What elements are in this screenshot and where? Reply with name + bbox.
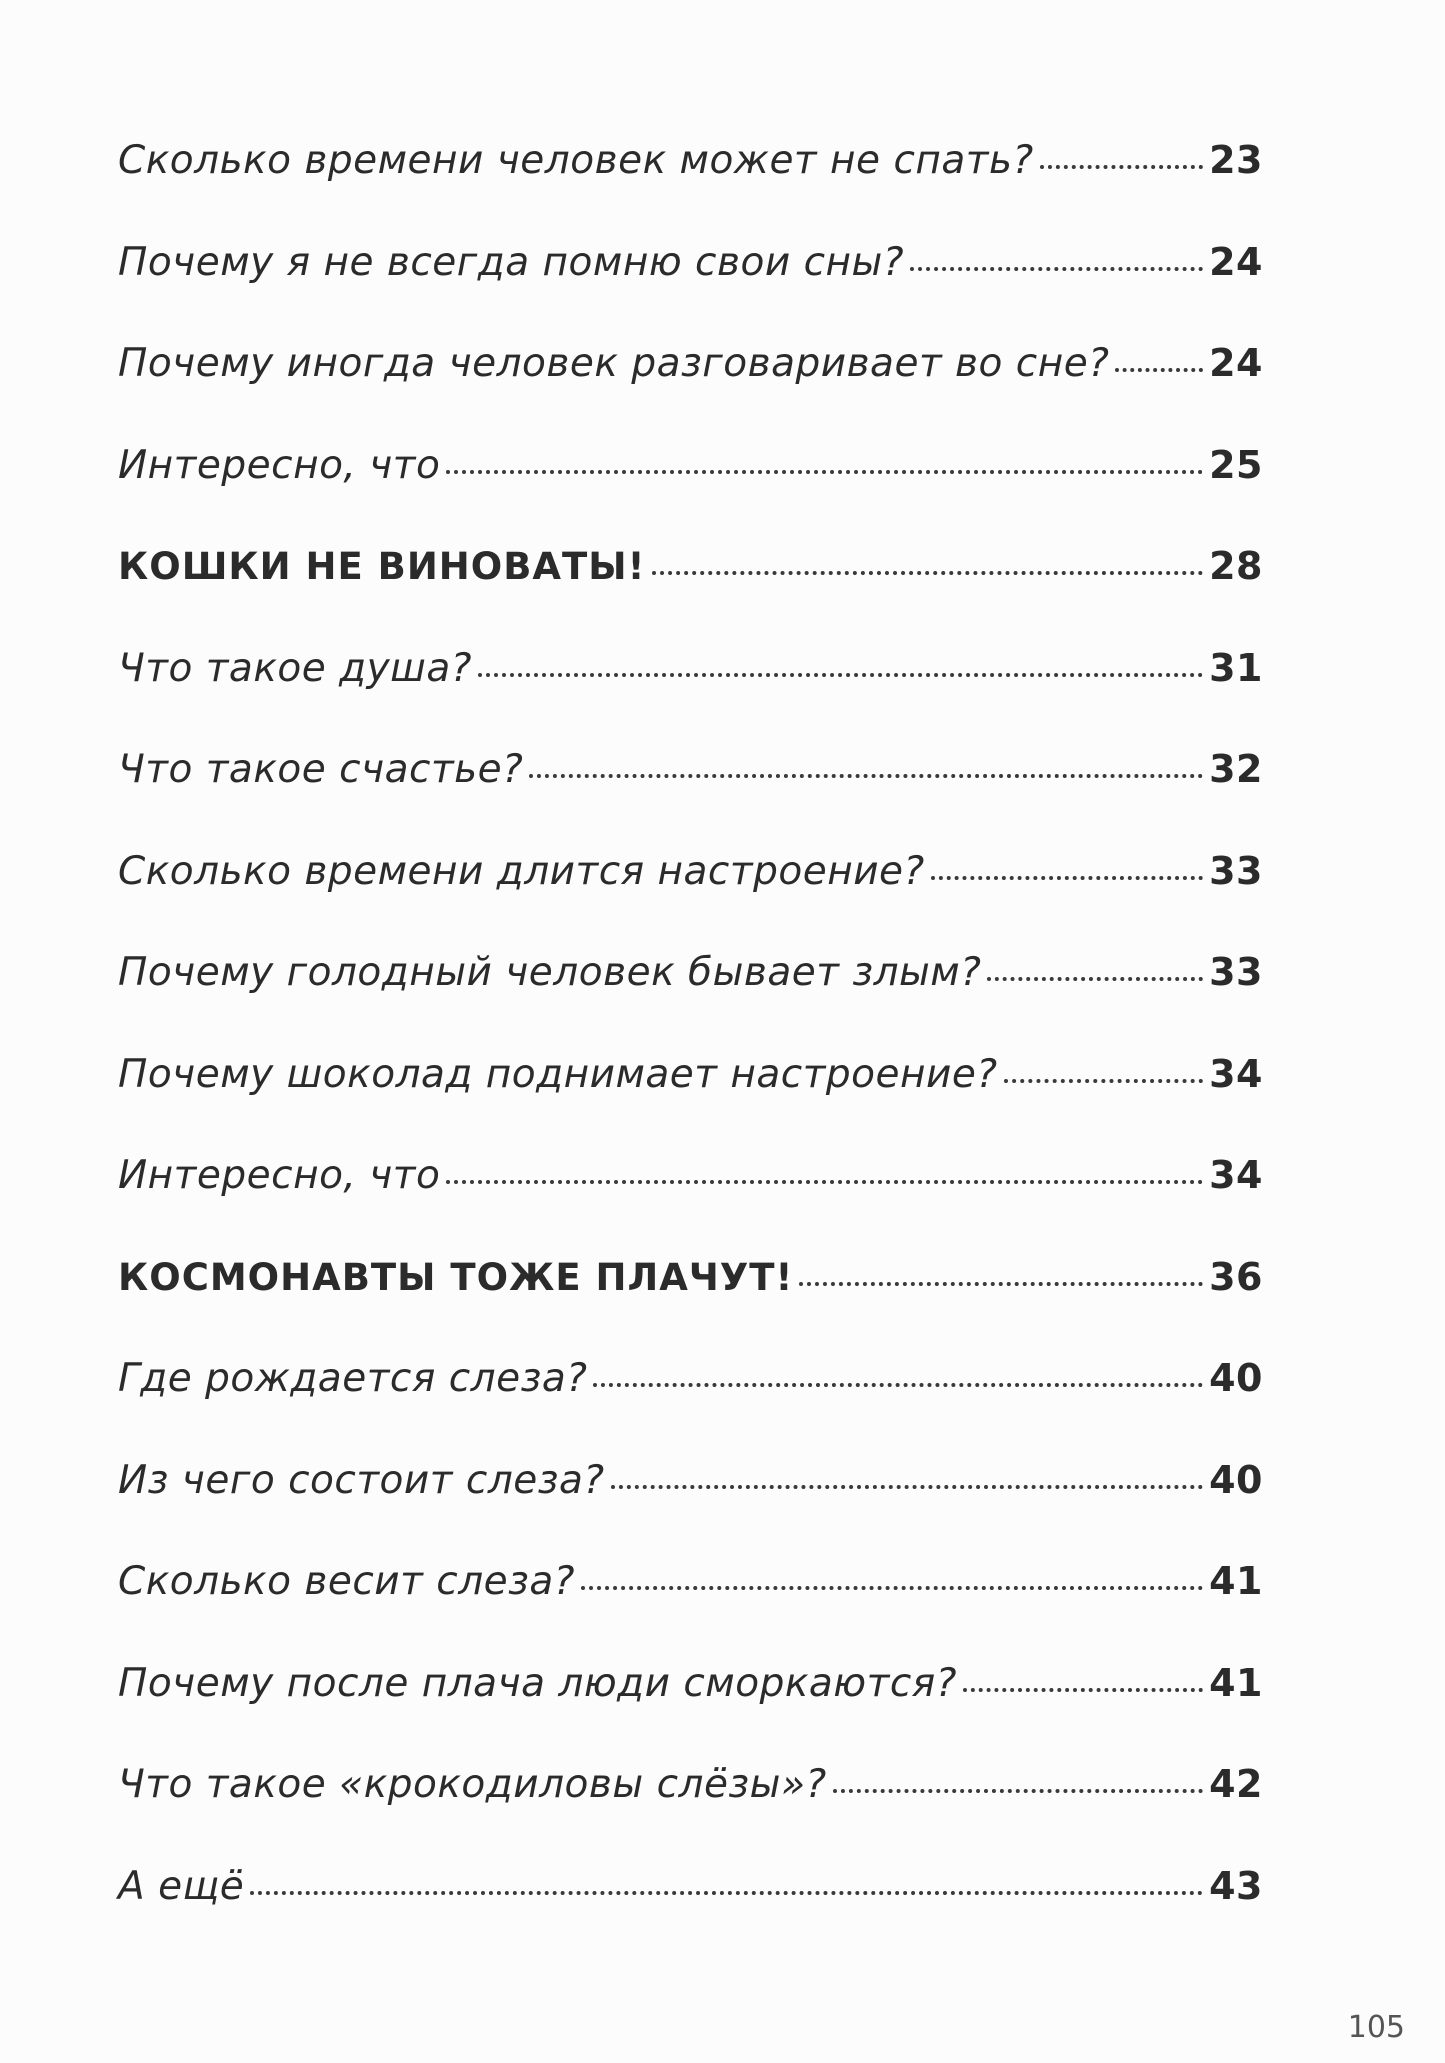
toc-entry-page: 25	[1209, 442, 1263, 487]
dot-leader	[833, 1789, 1203, 1793]
toc-entry-title: Сколько времени человек может не спать?	[118, 138, 1034, 183]
page-number: 105	[1347, 2010, 1405, 2045]
toc-entry-title: Почему голодный человек бывает злым?	[118, 950, 982, 995]
toc-entry-page: 24	[1209, 341, 1263, 385]
toc-entry-title: Сколько времени длится настроение?	[118, 848, 925, 894]
dot-leader	[963, 1688, 1203, 1692]
toc-entry-title: Почему шоколад поднимает настроение?	[118, 1051, 998, 1097]
toc-entry-page: 34	[1209, 1153, 1263, 1197]
toc-entry	[118, 1153, 1263, 1255]
dot-leader	[250, 1891, 1203, 1895]
toc-entry	[118, 849, 1263, 951]
toc-entry-page: 42	[1209, 1762, 1263, 1806]
dot-leader	[1040, 165, 1203, 169]
toc-entry	[118, 1458, 1263, 1560]
dot-leader	[799, 1282, 1203, 1286]
toc-entry	[118, 443, 1263, 545]
dot-leader	[446, 470, 1203, 474]
toc-entry-page: 33	[1209, 950, 1263, 994]
toc-entry-title: Из чего состоит слеза?	[118, 1457, 605, 1503]
toc-entry-page: 32	[1209, 747, 1263, 791]
toc-entry-page: 33	[1209, 848, 1263, 893]
toc-entry-title: Интересно, что	[118, 442, 441, 488]
toc-entry-page: 41	[1209, 1559, 1263, 1603]
toc-entry-page: 23	[1209, 138, 1263, 182]
toc-section-heading	[118, 544, 1263, 646]
dot-leader	[593, 1383, 1203, 1387]
toc-entry-title: Сколько весит слеза?	[118, 1559, 575, 1604]
toc-entry-title: Что такое душа?	[118, 645, 472, 691]
dot-leader	[910, 267, 1203, 271]
dot-leader	[611, 1485, 1204, 1489]
dot-leader	[1004, 1079, 1204, 1083]
toc-entry-title: Что такое «крокодиловы слёзы»?	[118, 1762, 827, 1807]
toc-entry-page: 41	[1209, 1660, 1263, 1705]
dot-leader	[529, 774, 1203, 778]
toc-entry-title: Почему иногда человек разговаривает во сне?	[118, 341, 1110, 386]
toc-entry-title: Что такое счастье?	[118, 747, 524, 792]
toc-entry	[118, 1356, 1263, 1458]
toc-entry	[118, 1661, 1263, 1763]
toc-entry-page: 40	[1209, 1457, 1263, 1502]
dot-leader	[581, 1586, 1203, 1590]
toc-entry-title: Почему я не всегда помню свои сны?	[118, 239, 905, 285]
dot-leader	[478, 673, 1203, 677]
toc-entry-page: 24	[1209, 239, 1263, 284]
toc-entry	[118, 138, 1263, 240]
toc-entry	[118, 1052, 1263, 1154]
toc-section-heading	[118, 1255, 1263, 1357]
dot-leader	[446, 1180, 1203, 1184]
toc-entry-title: А ещё	[118, 1863, 245, 1909]
toc-entry-page: 40	[1209, 1356, 1263, 1400]
toc-entry	[118, 1559, 1263, 1661]
toc-entry-page: 34	[1209, 1051, 1263, 1096]
toc-entry-title: КОСМОНАВТЫ ТОЖЕ ПЛАЧУТ!	[118, 1255, 794, 1299]
dot-leader	[652, 571, 1204, 575]
toc-entry-page: 43	[1209, 1863, 1263, 1908]
toc-entry	[118, 240, 1263, 342]
toc-entry	[118, 646, 1263, 748]
toc-entry	[118, 341, 1263, 443]
toc-entry-page: 36	[1209, 1254, 1263, 1299]
toc-entry	[118, 747, 1263, 849]
dot-leader	[931, 876, 1203, 880]
toc-entry-title: Почему после плача люди сморкаются?	[118, 1660, 957, 1706]
toc-entry-title: КОШКИ НЕ ВИНОВАТЫ!	[118, 545, 646, 588]
dot-leader	[1115, 368, 1203, 372]
toc-entry	[118, 1864, 1263, 1966]
dot-leader	[987, 977, 1203, 981]
toc-entry-title: Интересно, что	[118, 1153, 441, 1198]
table-of-contents	[118, 138, 1263, 1965]
toc-entry-page: 31	[1209, 645, 1263, 690]
toc-entry	[118, 1762, 1263, 1864]
toc-entry-page: 28	[1209, 544, 1263, 588]
toc-entry	[118, 950, 1263, 1052]
toc-entry-title: Где рождается слеза?	[118, 1356, 588, 1401]
